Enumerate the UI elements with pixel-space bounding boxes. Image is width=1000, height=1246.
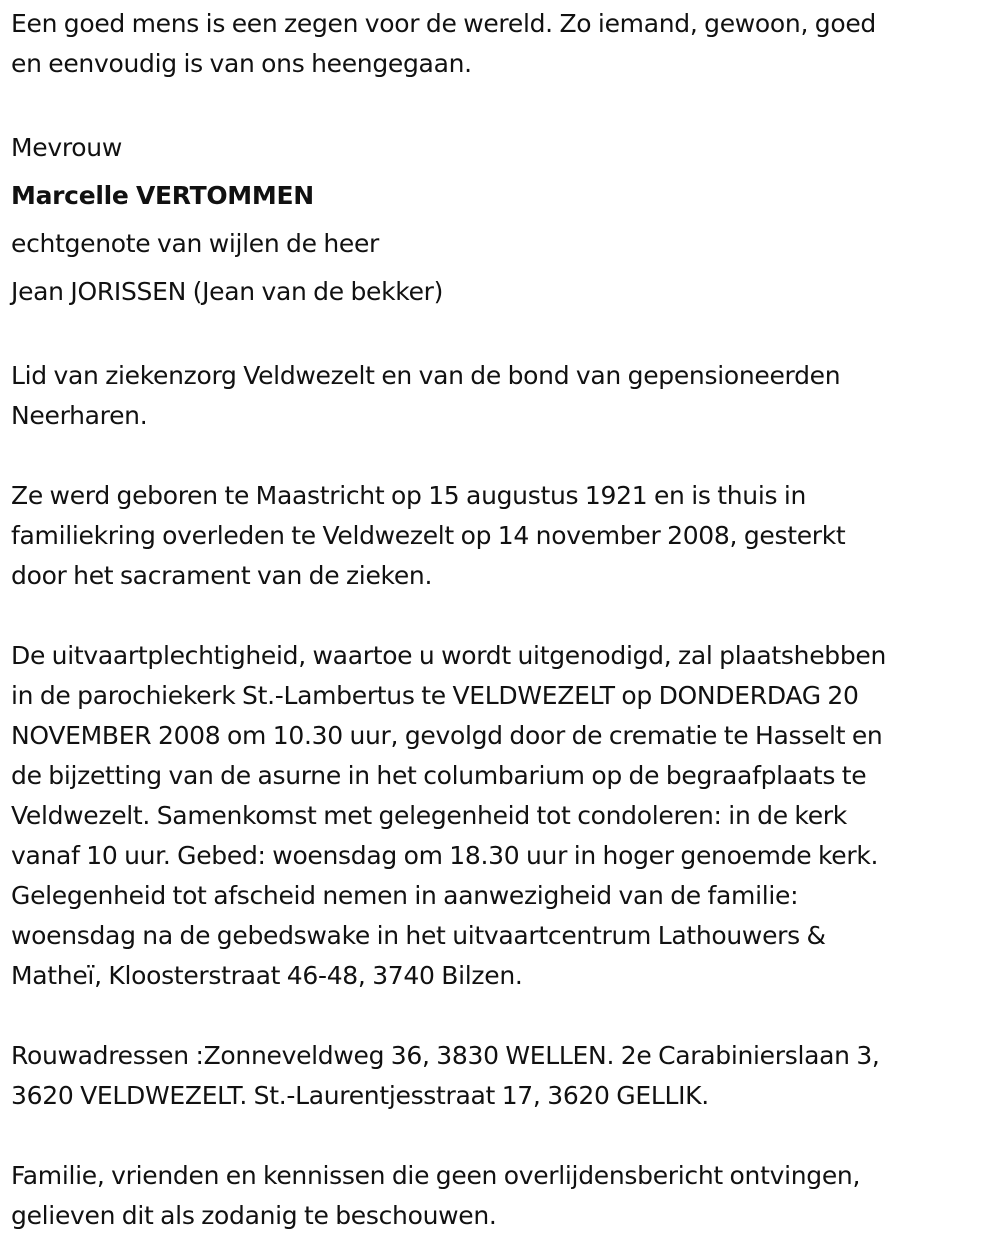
paragraph-spacer xyxy=(11,84,986,124)
closing-line: gelieven dit als zodanig te beschouwen. xyxy=(11,1201,497,1230)
funeral-line: NOVEMBER 2008 om 10.30 uur, gevolgd door de crematie te Hasselt en xyxy=(11,721,883,750)
funeral-line: de bijzetting van de asurne in het columbarium op de begraafplaats te xyxy=(11,761,867,790)
intro-line: en eenvoudig is van ons heengegaan. xyxy=(11,49,472,78)
paragraph-spacer xyxy=(11,596,986,636)
salutation: Mevrouw xyxy=(11,133,122,162)
address-line: Rouwadressen :Zonneveldweg 36, 3830 WELLEN. 2e Carabinierslaan 3, xyxy=(11,1041,880,1070)
funeral-line: woensdag na de gebedswake in het uitvaartcentrum Lathouwers & xyxy=(11,921,826,950)
funeral-line: De uitvaartplechtigheid, waartoe u wordt uitgenodigd, zal plaatshebben xyxy=(11,641,887,670)
funeral-line: vanaf 10 uur. Gebed: woensdag om 18.30 uur in hoger genoemde kerk. xyxy=(11,841,879,870)
birth-death-line: door het sacrament van de zieken. xyxy=(11,561,433,590)
paragraph-spacer xyxy=(11,436,986,476)
funeral-line: Gelegenheid tot afscheid nemen in aanwezigheid van de familie: xyxy=(11,881,799,910)
intro-line: Een goed mens is een zegen voor de wereld. Zo iemand, gewoon, goed xyxy=(11,9,876,38)
paragraph-spacer xyxy=(11,1116,986,1156)
intro-paragraph xyxy=(11,4,986,84)
closing-line: Familie, vrienden en kennissen die geen overlijdensbericht ontvingen, xyxy=(11,1161,861,1190)
addresses-paragraph xyxy=(11,1036,986,1116)
membership-paragraph xyxy=(11,356,986,436)
funeral-line: in de parochiekerk St.-Lambertus te VELDWEZELT op DONDERDAG 20 xyxy=(11,681,859,710)
spouse-name: Jean JORISSEN (Jean van de bekker) xyxy=(11,277,444,306)
deceased-name: Marcelle VERTOMMEN xyxy=(11,181,314,210)
birth-death-line: familiekring overleden te Veldwezelt op 14 november 2008, gesterkt xyxy=(11,521,846,550)
funeral-paragraph xyxy=(11,636,986,996)
address-line: 3620 VELDWEZELT. St.-Laurentjesstraat 17, 3620 GELLIK. xyxy=(11,1081,709,1110)
name-block xyxy=(11,124,986,316)
closing-paragraph xyxy=(11,1156,986,1236)
paragraph-spacer xyxy=(11,996,986,1036)
relation-text: echtgenote van wijlen de heer xyxy=(11,229,380,258)
funeral-line: Matheï, Kloosterstraat 46-48, 3740 Bilzen. xyxy=(11,961,523,990)
birth-death-line: Ze werd geboren te Maastricht op 15 augustus 1921 en is thuis in xyxy=(11,481,807,510)
paragraph-spacer xyxy=(11,316,986,356)
membership-line: Neerharen. xyxy=(11,401,148,430)
membership-line: Lid van ziekenzorg Veldwezelt en van de bond van gepensioneerden xyxy=(11,361,841,390)
funeral-line: Veldwezelt. Samenkomst met gelegenheid tot condoleren: in de kerk xyxy=(11,801,847,830)
birth-death-paragraph xyxy=(11,476,986,596)
